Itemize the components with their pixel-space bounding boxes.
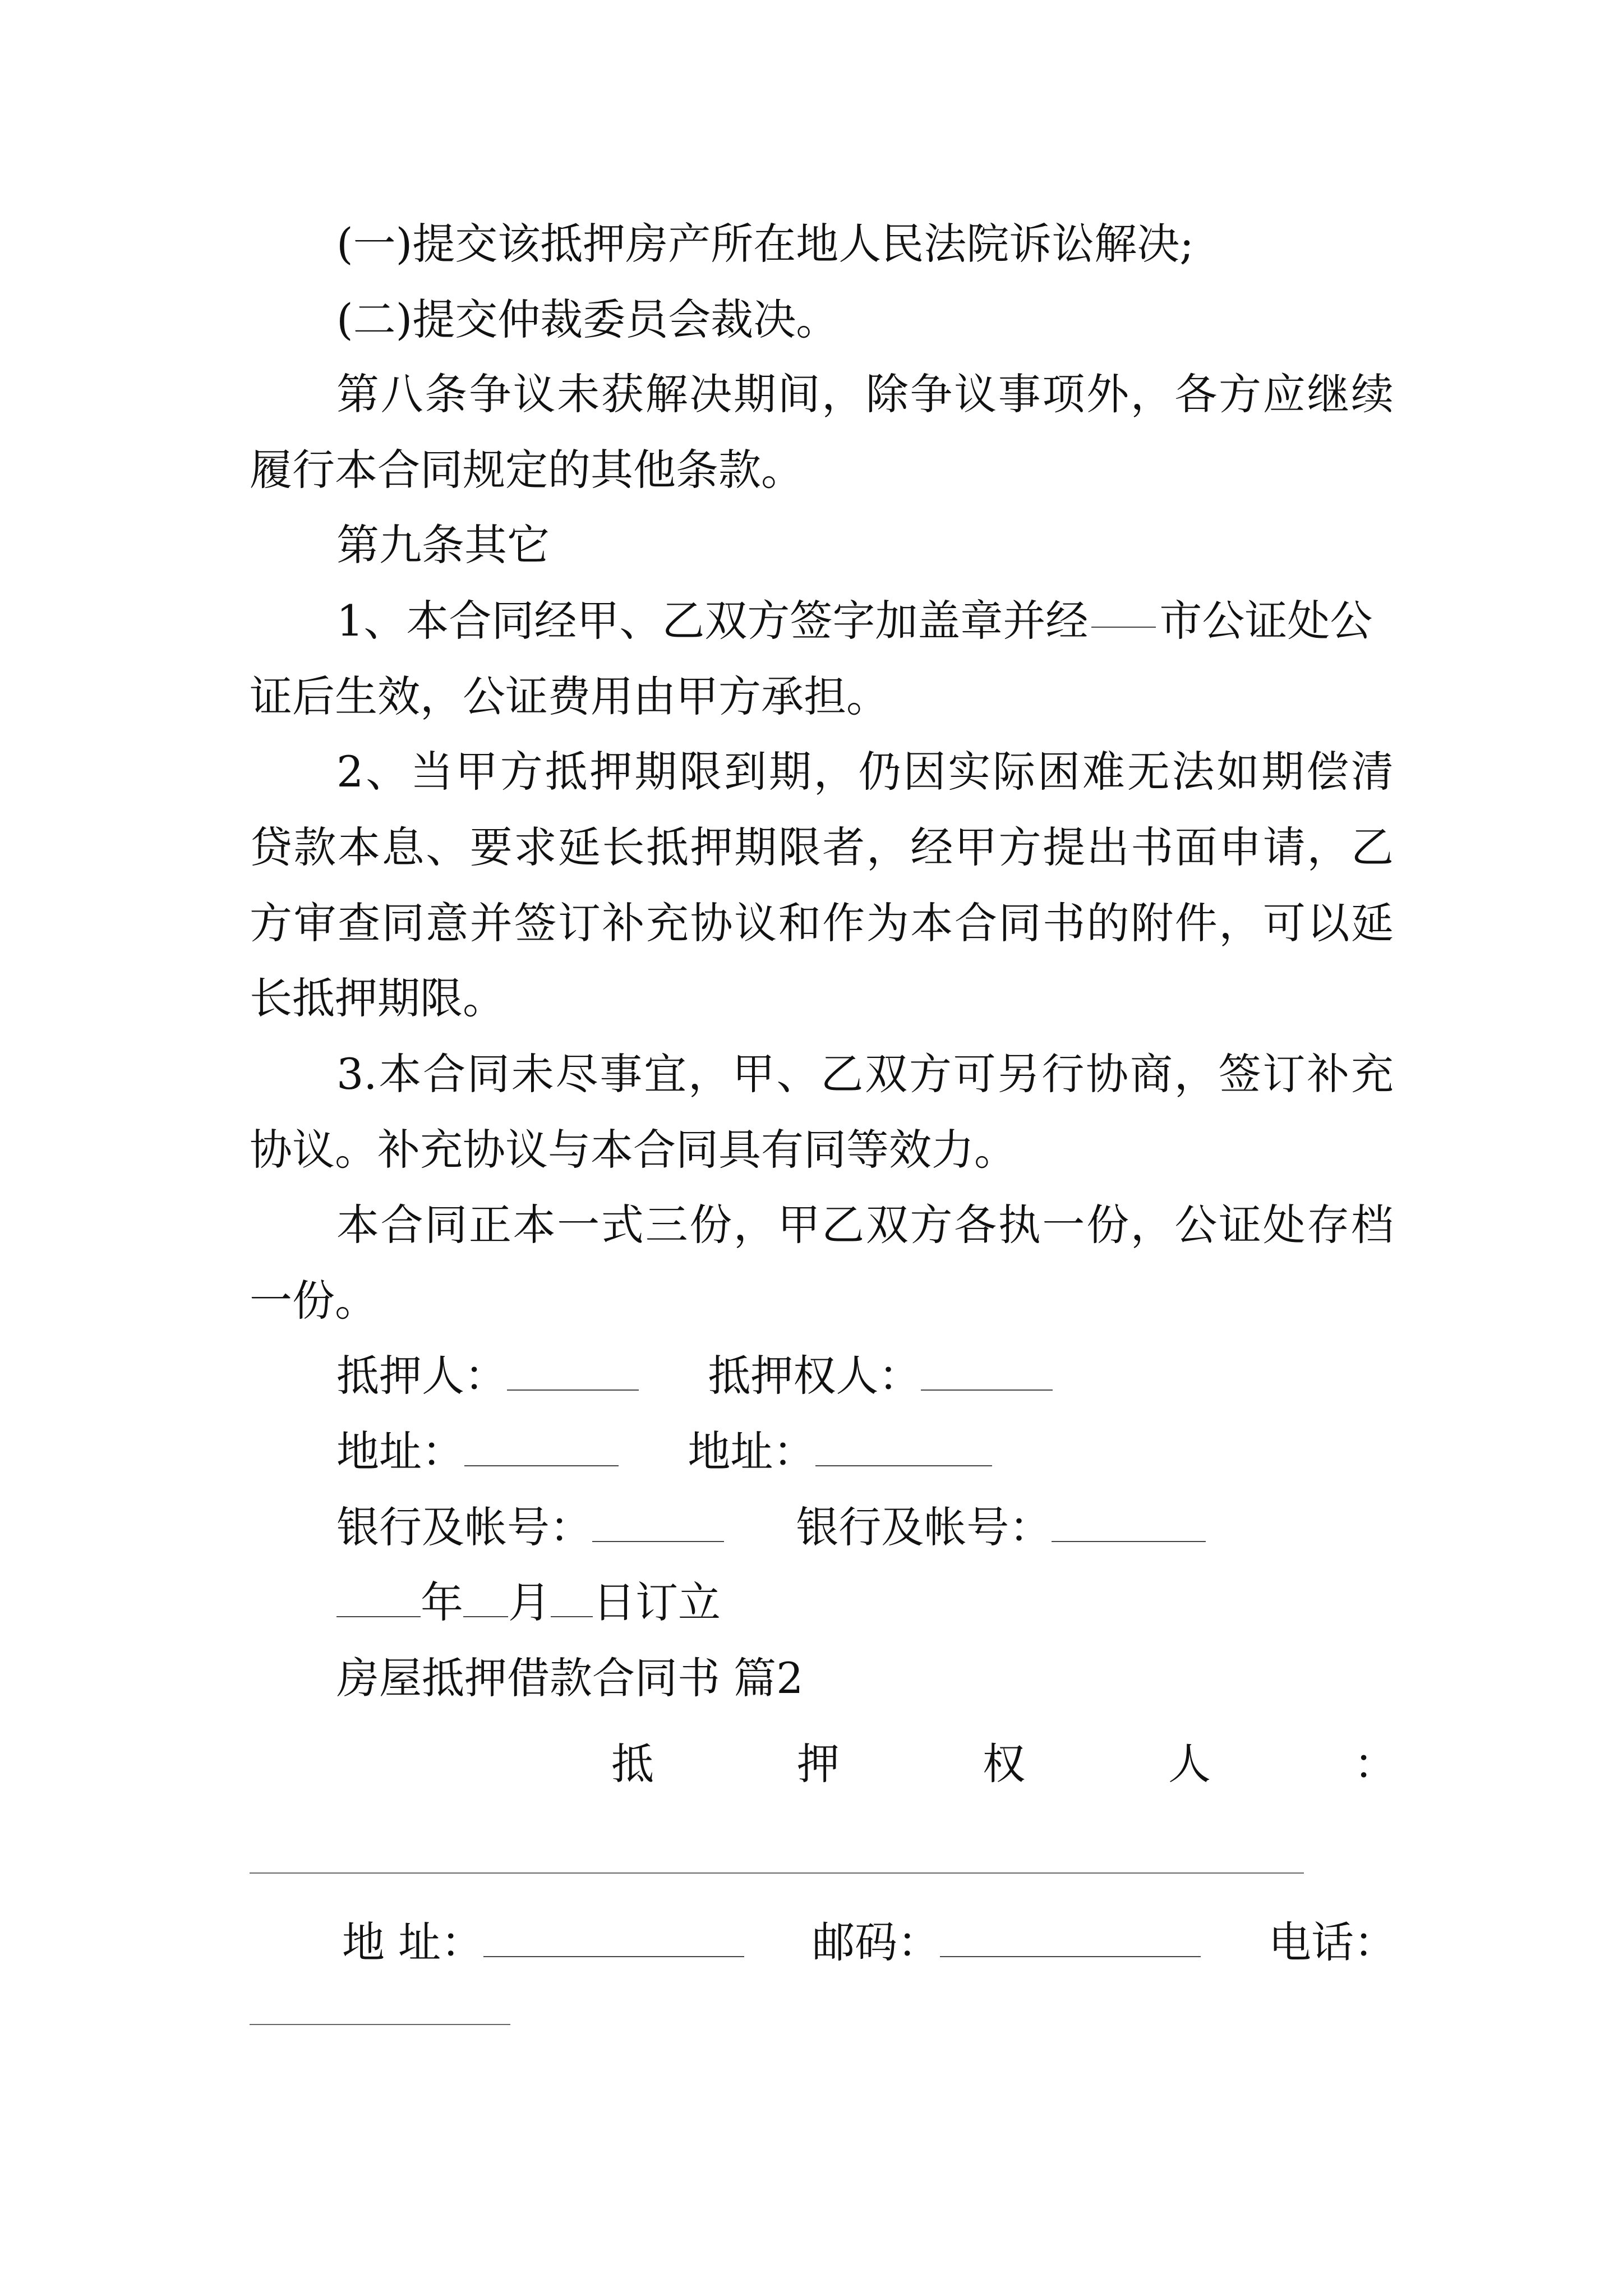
clause-2-line-3: 方审查同意并签订补充协议和作为本合同书的附件，可以延	[250, 898, 1394, 948]
bank-blank-2	[1052, 1507, 1206, 1542]
mortgagee-blank	[921, 1356, 1053, 1391]
mortgagee-name-blank	[250, 1872, 1304, 1874]
copies-line-2: 一份。	[250, 1276, 377, 1326]
contact-phone-label: 电话：	[1268, 1917, 1396, 1967]
mortgagor-label: 抵押人：	[336, 1351, 507, 1401]
clause-3-line-1: 3.本合同未尽事宜，甲、乙双方可另行协商，签订补充	[336, 1049, 1394, 1099]
address-blank	[464, 1432, 619, 1466]
month-blank	[463, 1582, 508, 1617]
clause-3-line-2: 协议。补充协议与本合同具有同等效力。	[250, 1125, 1017, 1175]
spread-char: 人	[1168, 1739, 1211, 1789]
contact-address-label: 地 址：	[342, 1917, 484, 1967]
day-label: 日订立	[593, 1577, 721, 1627]
section-2-heading: 房屋抵押借款合同书 篇2	[336, 1653, 804, 1703]
contact-address-group	[342, 1915, 744, 1971]
year-label: 年	[421, 1577, 463, 1627]
contact-phone-blank	[250, 2024, 510, 2025]
clause-2-line-2: 贷款本息、要求延长抵押期限者，经甲方提出书面申请，乙	[250, 822, 1394, 872]
address-blank-2	[815, 1432, 992, 1466]
clause-1-line-1	[336, 593, 1394, 649]
contact-address-blank	[483, 1922, 744, 1957]
mortgagee-spread-heading	[611, 1736, 1396, 1792]
clause-2-line-1: 2、当甲方抵押期限到期，仍因实际困难无法如期偿清	[336, 747, 1394, 797]
clause-2-line-4: 长抵押期限。	[250, 973, 505, 1023]
article-8-line-2: 履行本合同规定的其他条款。	[250, 445, 804, 495]
spread-char: 权	[983, 1739, 1025, 1789]
address-label-2: 地址：	[688, 1427, 816, 1476]
spread-char: ：	[1354, 1739, 1396, 1789]
address-label: 地址：	[336, 1427, 464, 1476]
clause-1-text-end: 市公证处公	[1159, 596, 1373, 646]
signature-bank-row	[336, 1499, 1234, 1556]
bank-blank	[592, 1507, 724, 1542]
contact-postcode-blank	[940, 1922, 1201, 1957]
year-blank	[336, 1582, 421, 1617]
mortgagor-blank	[507, 1356, 639, 1391]
bank-label: 银行及帐号：	[336, 1502, 592, 1552]
day-blank	[551, 1582, 593, 1617]
paragraph-line: (一)提交该抵押房产所在地人民法院诉讼解决;	[336, 219, 1194, 269]
article-9-heading: 第九条其它	[336, 520, 550, 570]
signature-parties-row	[336, 1348, 1066, 1404]
city-blank	[1091, 593, 1156, 628]
article-8-line-1: 第八条争议未获解决期间，除争议事项外，各方应继续	[336, 369, 1394, 419]
contact-row	[342, 1915, 1396, 1971]
spread-char: 抵	[611, 1739, 654, 1789]
month-label: 月	[508, 1577, 551, 1627]
paragraph-line: (二)提交仲裁委员会裁决。	[336, 295, 839, 344]
spread-char: 押	[797, 1739, 840, 1789]
mortgagee-label: 抵押权人：	[708, 1351, 921, 1401]
signing-date-row	[336, 1575, 897, 1631]
contact-postcode-label: 邮码：	[812, 1917, 940, 1967]
copies-line-1: 本合同正本一式三份，甲乙双方各执一份，公证处存档	[336, 1200, 1394, 1250]
signature-address-row	[336, 1424, 1066, 1480]
contact-postcode-group	[812, 1915, 1201, 1971]
clause-1-text: 1、本合同经甲、乙双方签字加盖章并经	[336, 596, 1089, 646]
clause-1-line-2: 证后生效，公证费用由甲方承担。	[250, 671, 889, 721]
bank-label-2: 银行及帐号：	[796, 1502, 1052, 1552]
